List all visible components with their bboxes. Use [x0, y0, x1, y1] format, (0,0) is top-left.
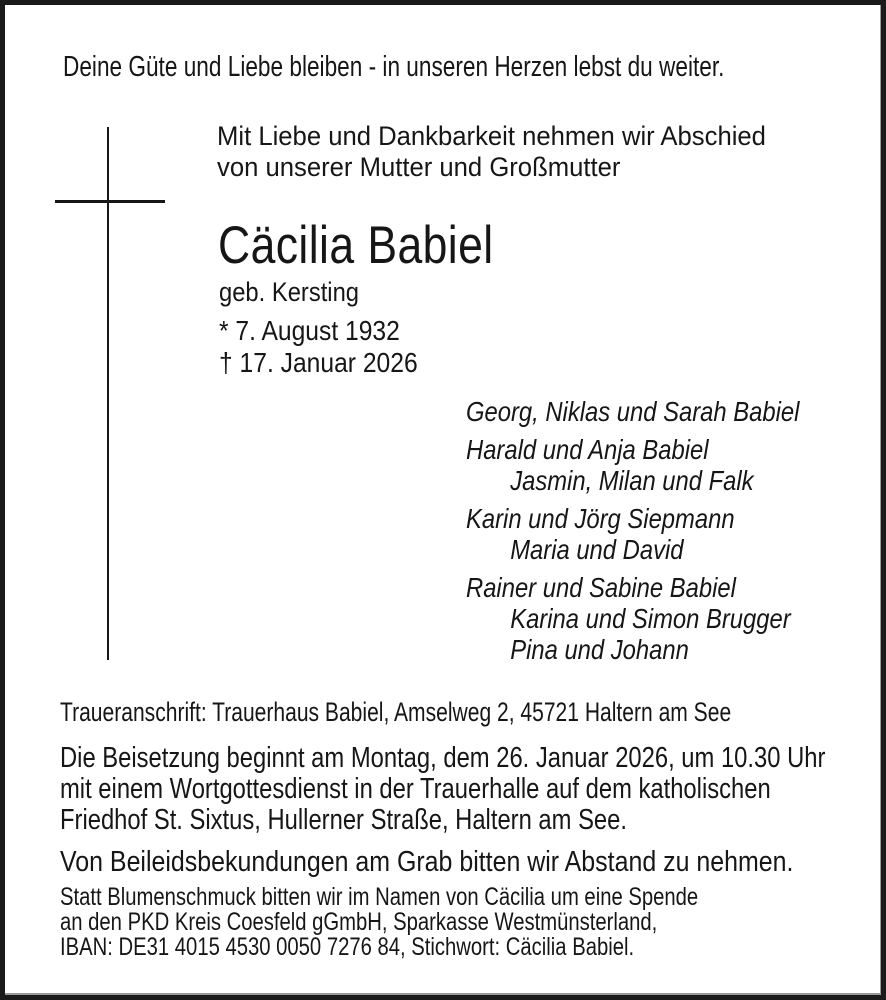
mourner-line: Pina und Johann	[510, 634, 689, 665]
death-date: † 17. Januar 2026	[219, 347, 418, 378]
mourner-line: Karina und Simon Brugger	[510, 603, 791, 634]
donation-line-3: IBAN: DE31 4015 4530 0050 7276 84, Stichwort: Cäcilia Babiel.	[60, 933, 635, 961]
condolence-note: Von Beileidsbekundungen am Grab bitten wir Abstand zu nehmen.	[60, 846, 794, 878]
funeral-line-3: Friedhof St. Sixtus, Hullerner Straße, Haltern am See.	[60, 804, 627, 836]
mourner-line: Harald und Anja Babiel	[466, 434, 709, 465]
mourner-line: Georg, Niklas und Sarah Babiel	[466, 396, 800, 427]
birth-date: * 7. August 1932	[219, 315, 400, 346]
maiden-name: geb. Kersting	[219, 277, 360, 307]
intro-line-1: Mit Liebe und Dankbarkeit nehmen wir Abschied	[217, 121, 766, 151]
donation-line-1: Statt Blumenschmuck bitten wir im Namen von Cäcilia um eine Spende	[60, 883, 699, 911]
cross-vertical-line	[107, 127, 109, 660]
mourners-list	[466, 396, 799, 665]
funeral-line-1: Die Beisetzung beginnt am Montag, dem 26. Januar 2026, um 10.30 Uhr	[60, 742, 826, 774]
mourner-line: Maria und David	[510, 534, 684, 565]
intro-text	[217, 121, 766, 183]
donation-line-2: an den PKD Kreis Coesfeld gGmbH, Sparkasse Westmünsterland,	[60, 908, 658, 936]
mourner-line: Karin und Jörg Siepmann	[466, 503, 735, 534]
funeral-line-2: mit einem Wortgottesdienst in der Trauerhalle auf dem katholischen	[60, 773, 771, 805]
mourning-address-line: Traueranschrift: Trauerhaus Babiel, Amselweg 2, 45721 Haltern am See	[60, 697, 732, 727]
donation-note	[60, 885, 698, 960]
deceased-name: Cäcilia Babiel	[218, 216, 494, 275]
epigraph-text: Deine Güte und Liebe bleiben - in unseren Herzen lebst du weiter.	[63, 51, 725, 83]
mourner-line: Jasmin, Milan und Falk	[510, 465, 754, 496]
cross-horizontal-line	[55, 200, 165, 203]
mourner-line: Rainer und Sabine Babiel	[466, 572, 736, 603]
funeral-info	[60, 743, 825, 836]
intro-line-2: von unserer Mutter und Großmutter	[217, 152, 621, 182]
